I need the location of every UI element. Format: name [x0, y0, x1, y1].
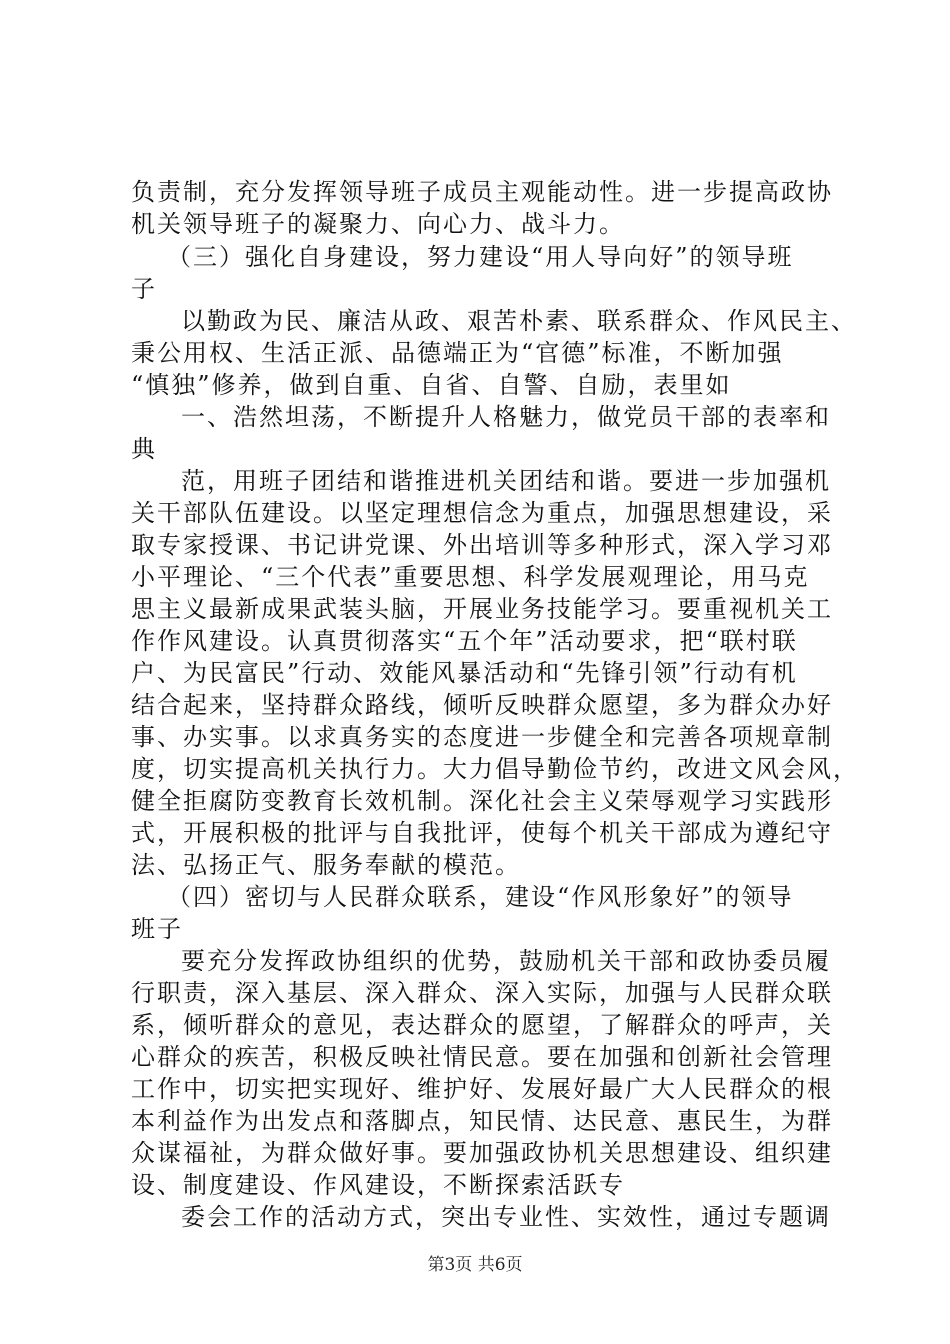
- text-line: “慎独”修养，做到自重、自省、自警、自励，表里如: [131, 371, 732, 399]
- text-line: 心群众的疾苦，积极反映社情民意。要在加强和创新社会管理: [131, 1043, 833, 1071]
- section-heading: 班子: [131, 915, 183, 943]
- text-line: 机关领导班子的凝聚力、向心力、战斗力。: [131, 210, 625, 238]
- text-line: 秉公用权、生活正派、品德端正为“官德”标准，不断加强: [131, 339, 784, 367]
- text-line: 关干部队伍建设。以坚定理想信念为重点，加强思想建设，采: [131, 499, 833, 527]
- text-line: 事、办实事。以求真务实的态度进一步健全和完善各项规章制: [131, 723, 833, 751]
- section-heading: 子: [131, 275, 157, 303]
- text-line: 小平理论、“三个代表”重要思想、科学发展观理论，用马克: [131, 563, 810, 591]
- text-line: 本利益作为出发点和落脚点，知民情、达民意、惠民生，为群: [131, 1107, 833, 1135]
- text-line: 以勤政为民、廉洁从政、艰苦朴素、联系群众、作风民主、: [181, 307, 857, 335]
- section-heading: （三）强化自身建设，努力建设“用人导向好”的领导班: [167, 243, 794, 271]
- text-line: 健全拒腐防变教育长效机制。深化社会主义荣辱观学习实践形: [131, 787, 833, 815]
- text-line: 作作风建设。认真贯彻落实“五个年”活动要求，把“联村联: [131, 627, 798, 655]
- text-line: 户、为民富民”行动、效能风暴活动和“先锋引领”行动有机: [131, 659, 798, 687]
- text-line: 负责制，充分发挥领导班子成员主观能动性。进一步提高政协: [131, 178, 833, 206]
- text-line: 一、浩然坦荡，不断提升人格魅力，做党员干部的表率和: [181, 403, 831, 431]
- page-number-footer: 第3页 共6页: [427, 1255, 523, 1275]
- text-line: 工作中，切实把实现好、维护好、发展好最广大人民群众的根: [131, 1075, 833, 1103]
- text-line: 众谋福祉，为群众做好事。要加强政协机关思想建设、组织建: [131, 1139, 833, 1167]
- text-line: 系，倾听群众的意见，表达群众的愿望，了解群众的呼声，关: [131, 1011, 833, 1039]
- text-line: 要充分发挥政协组织的优势，鼓励机关干部和政协委员履: [181, 947, 831, 975]
- text-line: 法、弘扬正气、服务奉献的模范。: [131, 851, 521, 879]
- text-line: 设、制度建设、作风建设，不断探索活跃专: [131, 1171, 625, 1199]
- text-line: 度，切实提高机关执行力。大力倡导勤俭节约，改进文风会风，: [131, 755, 859, 783]
- text-line: 思主义最新成果武装头脑，开展业务技能学习。要重视机关工: [131, 595, 833, 623]
- text-line: 取专家授课、书记讲党课、外出培训等多种形式，深入学习邓: [131, 531, 833, 559]
- text-line: 结合起来，坚持群众路线，倾听反映群众愿望，多为群众办好: [131, 691, 833, 719]
- text-line: 典: [131, 435, 157, 463]
- text-line: 式，开展积极的批评与自我批评，使每个机关干部成为遵纪守: [131, 819, 833, 847]
- text-line: 委会工作的活动方式，突出专业性、实效性，通过专题调: [181, 1203, 831, 1231]
- section-heading: （四）密切与人民群众联系，建设“作风形象好”的领导: [167, 883, 794, 911]
- text-line: 行职责，深入基层、深入群众、深入实际，加强与人民群众联: [131, 979, 833, 1007]
- text-line: 范，用班子团结和谐推进机关团结和谐。要进一步加强机: [181, 467, 831, 495]
